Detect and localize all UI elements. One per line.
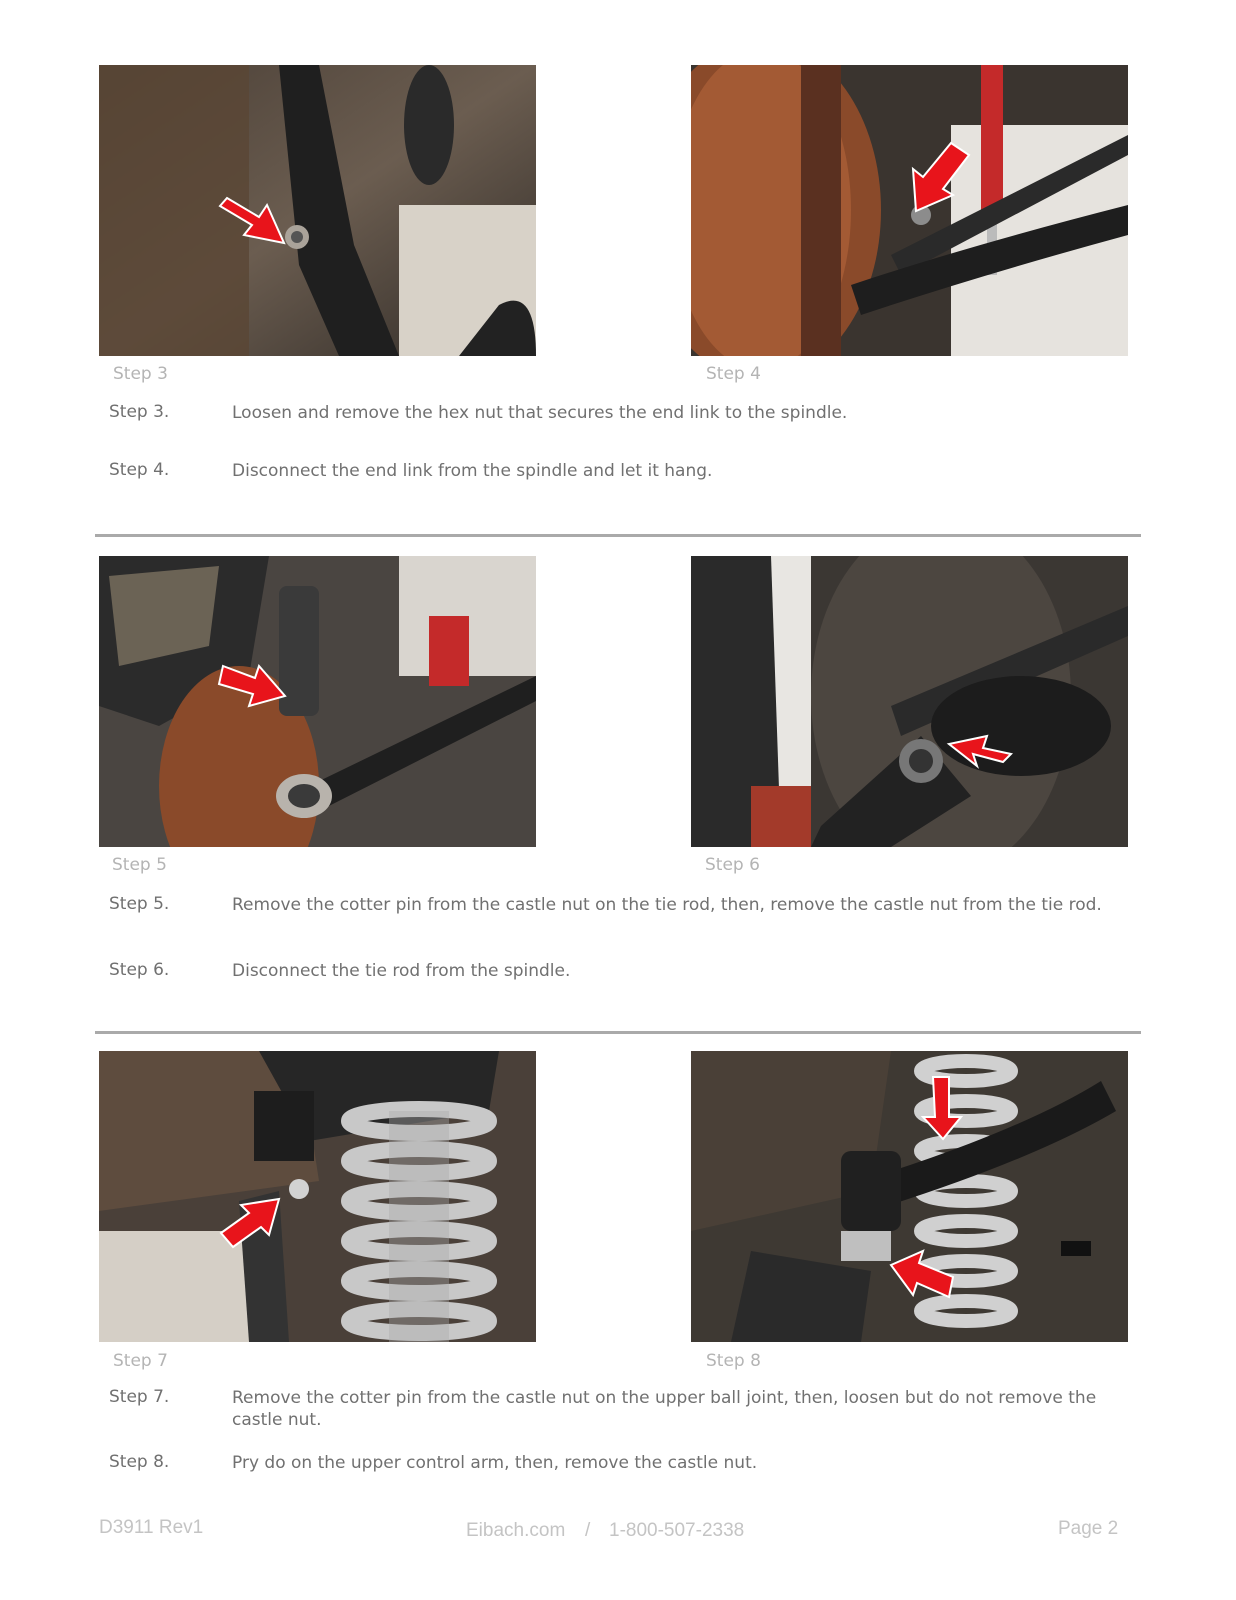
step-instruction: Disconnect the tie rod from the spindle. [232,961,571,981]
photo-step-7 [99,1051,536,1342]
photo-step-5 [99,556,536,847]
photo-caption: Step 8 [706,1351,761,1371]
footer-separator: / [585,1520,591,1541]
step-instruction: Remove the cotter pin from the castle nut on the upper ball joint, then, loosen but do not remove the castle nut. [232,1388,1097,1430]
footer-phone: 1-800-507-2338 [609,1520,745,1541]
photo-caption: Step 3 [113,364,168,384]
step-label: Step 4. [109,460,170,480]
photo-caption: Step 4 [706,364,761,384]
photo-caption: Step 7 [113,1351,168,1371]
step-label: Step 5. [109,894,170,914]
footer-website[interactable]: Eibach.com [466,1520,566,1541]
step-label: Step 7. [109,1387,170,1407]
step-instruction: Pry do on the upper control arm, then, remove the castle nut. [232,1453,758,1473]
photo-step-6 [691,556,1128,847]
step-instruction: Remove the cotter pin from the castle nut on the tie rod, then, remove the castle nut from the tie rod. [232,895,1102,915]
step-label: Step 8. [109,1452,170,1472]
step-label: Step 6. [109,960,170,980]
step-label: Step 3. [109,402,170,422]
footer-page-number: Page 2 [1058,1518,1119,1539]
step-instruction: Disconnect the end link from the spindle and let it hang. [232,461,713,481]
photo-caption: Step 6 [705,855,760,875]
section-divider [95,534,1141,537]
step-instruction: Loosen and remove the hex nut that secures the end link to the spindle. [232,403,848,423]
footer-doc-id: D3911 Rev1 [99,1517,204,1538]
photo-caption: Step 5 [112,855,167,875]
photo-step-4 [691,65,1128,356]
photo-step-8 [691,1051,1128,1342]
photo-step-3 [99,65,536,356]
section-divider [95,1031,1141,1034]
